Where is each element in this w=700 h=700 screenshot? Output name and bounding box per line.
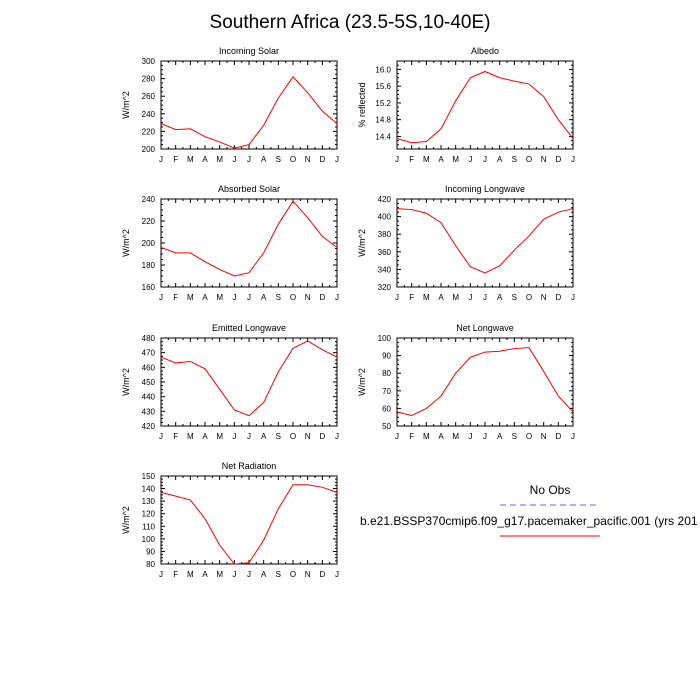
x-tick-label: S xyxy=(275,570,282,579)
x-tick-label: O xyxy=(289,432,297,441)
x-tick-label: O xyxy=(525,432,533,441)
y-tick-label: 14.4 xyxy=(375,132,391,142)
y-tick-label: 150 xyxy=(141,472,155,481)
chart-panel-3 xyxy=(121,184,339,302)
x-tick-label: N xyxy=(304,155,311,164)
y-tick-label: 280 xyxy=(141,74,155,84)
y-axis-label: W/m^2 xyxy=(121,368,131,396)
y-tick-label: 220 xyxy=(141,217,155,226)
x-tick-label: F xyxy=(409,432,415,441)
x-tick-label: J xyxy=(247,570,251,579)
y-axis-label: W/m^2 xyxy=(121,91,131,119)
x-tick-label: J xyxy=(159,293,163,302)
y-tick-label: 160 xyxy=(141,283,155,292)
x-tick-label: J xyxy=(571,432,575,441)
x-tick-label: M xyxy=(422,432,430,441)
plot-frame xyxy=(161,61,337,149)
x-tick-label: O xyxy=(525,155,533,164)
x-tick-label: D xyxy=(319,293,326,302)
x-tick-label: D xyxy=(555,432,562,441)
y-axis-label: % reflected xyxy=(357,82,367,128)
plot-frame xyxy=(397,338,573,426)
chart-title: Emitted Longwave xyxy=(211,323,287,333)
x-tick-label: F xyxy=(173,570,179,579)
y-tick-label: 80 xyxy=(146,560,155,569)
chart-title: Albedo xyxy=(470,46,500,56)
x-tick-label: M xyxy=(186,570,194,579)
x-tick-label: D xyxy=(555,155,562,164)
x-tick-label: S xyxy=(511,155,518,164)
y-tick-label: 360 xyxy=(377,247,391,257)
x-tick-label: M xyxy=(422,155,430,164)
plot-frame xyxy=(161,476,337,564)
chart-title: Incoming Solar xyxy=(218,46,280,56)
x-tick-label: O xyxy=(525,293,533,302)
x-tick-label: A xyxy=(202,432,208,441)
x-tick-label: F xyxy=(409,155,415,164)
x-tick-label: J xyxy=(232,432,237,441)
x-tick-label: F xyxy=(409,293,415,302)
x-tick-label: J xyxy=(571,155,575,164)
y-tick-label: 140 xyxy=(141,484,155,494)
y-tick-label: 240 xyxy=(141,195,155,204)
x-tick-label: J xyxy=(483,432,487,441)
x-tick-label: M xyxy=(216,155,224,164)
chart-panel-6 xyxy=(357,323,575,441)
y-tick-label: 430 xyxy=(141,407,155,417)
x-tick-label: O xyxy=(289,155,297,164)
x-tick-label: N xyxy=(540,155,547,164)
x-tick-label: A xyxy=(202,155,208,164)
y-tick-label: 480 xyxy=(141,334,155,343)
x-tick-label: F xyxy=(173,293,179,302)
chart-panel-4 xyxy=(357,184,575,302)
series-line xyxy=(161,485,337,564)
chart-title: Net Longwave xyxy=(456,323,514,333)
y-tick-label: 470 xyxy=(141,348,155,358)
y-tick-label: 420 xyxy=(377,195,391,204)
plot-frame xyxy=(397,61,573,149)
y-tick-label: 340 xyxy=(377,265,391,275)
x-tick-label: J xyxy=(483,293,487,302)
x-tick-label: D xyxy=(319,570,326,579)
y-tick-label: 440 xyxy=(141,392,155,402)
y-tick-label: 130 xyxy=(141,497,155,507)
x-tick-label: A xyxy=(438,432,444,441)
x-tick-label: J xyxy=(159,155,163,164)
x-tick-label: J xyxy=(159,432,163,441)
y-axis-label: W/m^2 xyxy=(357,368,367,396)
x-tick-label: S xyxy=(275,293,282,302)
chart-title: Incoming Longwave xyxy=(444,184,526,194)
x-tick-label: M xyxy=(452,293,460,302)
chart-title: Net Radiation xyxy=(221,461,277,471)
x-tick-label: J xyxy=(335,570,339,579)
x-tick-label: A xyxy=(496,432,503,441)
y-tick-label: 420 xyxy=(141,422,155,431)
y-tick-label: 60 xyxy=(382,404,391,414)
x-tick-label: M xyxy=(422,293,430,302)
y-tick-label: 450 xyxy=(141,378,155,387)
x-tick-label: M xyxy=(452,155,460,164)
x-tick-label: J xyxy=(247,293,251,302)
y-axis-label: W/m^2 xyxy=(121,229,131,257)
y-axis-label: W/m^2 xyxy=(121,506,131,534)
x-tick-label: S xyxy=(275,155,282,164)
x-tick-label: N xyxy=(304,570,311,579)
x-tick-label: J xyxy=(483,155,487,164)
x-tick-label: J xyxy=(232,570,237,579)
series-line xyxy=(397,71,573,142)
x-tick-label: O xyxy=(289,570,297,579)
y-tick-label: 15.2 xyxy=(375,98,391,108)
x-tick-label: D xyxy=(319,432,326,441)
x-tick-label: M xyxy=(186,293,194,302)
y-tick-label: 240 xyxy=(141,109,155,119)
y-tick-label: 80 xyxy=(382,369,391,379)
y-tick-label: 200 xyxy=(141,145,155,154)
y-tick-label: 320 xyxy=(377,283,391,292)
x-tick-label: A xyxy=(438,155,444,164)
plot-frame xyxy=(161,199,337,287)
series-line xyxy=(161,77,337,148)
x-tick-label: J xyxy=(395,293,399,302)
y-tick-label: 90 xyxy=(146,547,155,557)
x-tick-label: J xyxy=(571,293,575,302)
y-tick-label: 400 xyxy=(377,212,391,222)
x-tick-label: J xyxy=(468,432,473,441)
series-line xyxy=(161,341,337,416)
y-axis-label: W/m^2 xyxy=(357,229,367,257)
x-tick-label: M xyxy=(186,155,194,164)
x-tick-label: J xyxy=(232,155,237,164)
chart-panel-1 xyxy=(121,46,339,164)
x-tick-label: J xyxy=(395,432,399,441)
x-tick-label: S xyxy=(511,432,518,441)
y-tick-label: 50 xyxy=(382,422,391,431)
y-tick-label: 300 xyxy=(141,57,155,66)
x-tick-label: J xyxy=(468,293,473,302)
x-tick-label: J xyxy=(335,155,339,164)
legend-case-label: b.e21.BSSP370cmip6.f09_g17.pacemaker_pacific.001 (yrs 201 xyxy=(360,514,698,528)
x-tick-label: M xyxy=(216,570,224,579)
x-tick-label: N xyxy=(540,432,547,441)
x-tick-label: J xyxy=(247,432,251,441)
x-tick-label: A xyxy=(202,570,208,579)
x-tick-label: J xyxy=(159,570,163,579)
x-tick-label: A xyxy=(260,293,267,302)
x-tick-label: M xyxy=(216,293,224,302)
y-tick-label: 200 xyxy=(141,239,155,248)
x-tick-label: A xyxy=(260,432,267,441)
x-tick-label: F xyxy=(173,432,179,441)
y-tick-label: 90 xyxy=(382,351,391,361)
x-tick-label: N xyxy=(304,432,311,441)
x-tick-label: A xyxy=(260,570,267,579)
x-tick-label: M xyxy=(216,432,224,441)
x-tick-label: A xyxy=(202,293,208,302)
x-tick-label: S xyxy=(511,293,518,302)
x-tick-label: M xyxy=(452,432,460,441)
y-tick-label: 120 xyxy=(141,509,155,519)
x-tick-label: S xyxy=(275,432,282,441)
y-tick-label: 14.8 xyxy=(375,115,391,125)
y-tick-label: 380 xyxy=(377,230,391,240)
plot-frame xyxy=(161,338,337,426)
x-tick-label: O xyxy=(289,293,297,302)
y-tick-label: 460 xyxy=(141,363,155,373)
x-tick-label: N xyxy=(540,293,547,302)
x-tick-label: D xyxy=(319,155,326,164)
y-tick-label: 180 xyxy=(141,261,155,270)
x-tick-label: F xyxy=(173,155,179,164)
x-tick-label: J xyxy=(468,155,473,164)
x-tick-label: N xyxy=(304,293,311,302)
x-tick-label: A xyxy=(438,293,444,302)
chart-title: Absorbed Solar xyxy=(217,184,281,194)
series-line xyxy=(161,201,337,276)
page-title: Southern Africa (23.5-5S,10-40E) xyxy=(209,12,491,33)
y-tick-label: 100 xyxy=(141,534,155,544)
y-tick-label: 15.6 xyxy=(375,82,391,92)
x-tick-label: J xyxy=(232,293,237,302)
chart-panel-5 xyxy=(121,323,339,441)
x-tick-label: J xyxy=(335,293,339,302)
x-tick-label: J xyxy=(395,155,399,164)
x-tick-label: D xyxy=(555,293,562,302)
y-tick-label: 70 xyxy=(382,386,391,396)
series-line xyxy=(397,209,573,273)
series-line xyxy=(397,348,573,416)
x-tick-label: J xyxy=(335,432,339,441)
y-tick-label: 260 xyxy=(141,92,155,102)
y-tick-label: 100 xyxy=(377,334,391,343)
x-tick-label: A xyxy=(260,155,267,164)
chart-panel-7 xyxy=(121,461,339,579)
y-tick-label: 16.0 xyxy=(375,65,391,75)
chart-panel-2 xyxy=(357,46,575,164)
y-tick-label: 220 xyxy=(141,127,155,137)
x-tick-label: M xyxy=(186,432,194,441)
legend-obs-label: No Obs xyxy=(529,483,571,497)
x-tick-label: J xyxy=(247,155,251,164)
x-tick-label: A xyxy=(496,155,503,164)
x-tick-label: A xyxy=(496,293,503,302)
y-tick-label: 110 xyxy=(142,522,155,532)
